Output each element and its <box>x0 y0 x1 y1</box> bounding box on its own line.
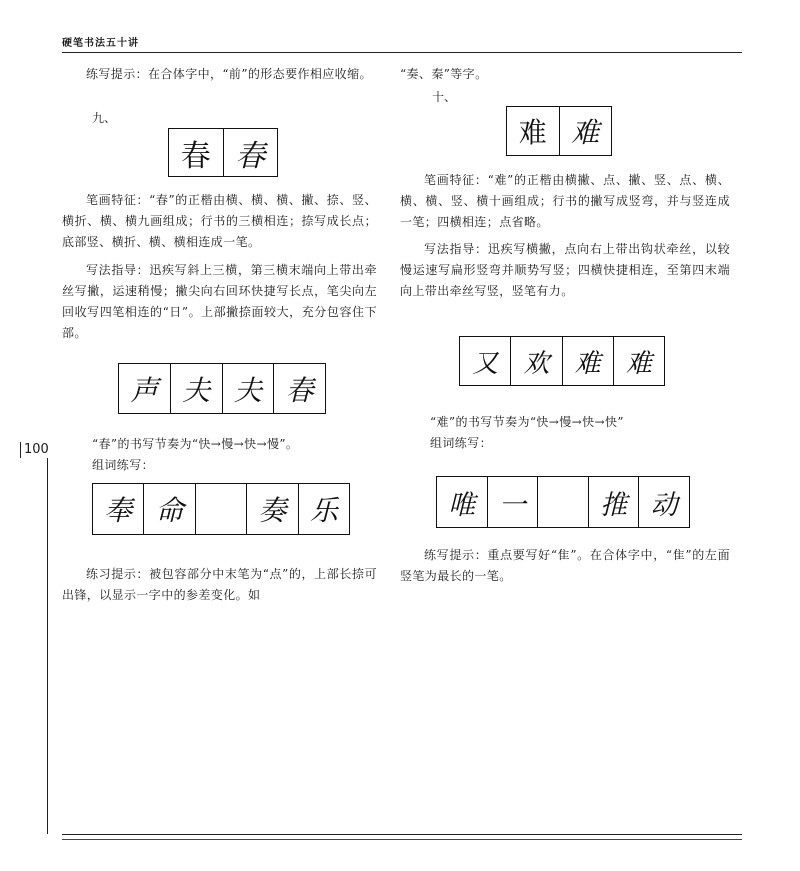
char-box: 命 <box>144 484 195 534</box>
char-box: 奏 <box>247 484 298 534</box>
header-rule <box>62 52 742 53</box>
left-writing-guide: 写法指导：迅疾写斜上三横，第三横末端向上带出牵丝写撇，运速稍慢；撇尖向右回环快捷写长点，笔尖向左回收写四笔相连的“日”。上部撇捺面较大，充分包容住下部。 <box>62 263 377 340</box>
char-box: 夫 <box>223 364 275 413</box>
char-box: 动 <box>650 489 678 521</box>
right-practice-tip: 练写提示：重点要写好“隹”。在合体字中，“隹”的左面竖笔为最长的一笔。 <box>400 548 730 583</box>
character-box-row-1 <box>168 128 278 177</box>
footer-rule <box>62 834 742 835</box>
character-box-row-r1 <box>506 106 612 156</box>
char-box: 乐 <box>309 494 338 527</box>
character-box-row-r3 <box>436 476 690 528</box>
char-box: 春 <box>235 138 266 174</box>
page-number: 100 <box>20 442 49 458</box>
char-box: 夫 <box>171 364 223 413</box>
char-box: 难 <box>507 107 560 155</box>
right-word-practice-label: 组词练写： <box>430 436 493 450</box>
character-box-row-2 <box>118 363 326 414</box>
character-box-row-r2 <box>459 336 665 386</box>
margin-rule <box>47 458 48 834</box>
left-stroke-features: 笔画特征：“春”的正楷由横、横、横、撇、捺、竖、横折、横、横九画组成；行书的三横相连；捺写成长点；底部竖、横折、横、横相连成一笔。 <box>62 193 377 249</box>
char-box: 欢 <box>511 337 562 385</box>
right-continuation: “奏、秦”等字。 <box>400 67 488 81</box>
section-9-heading: 九、 <box>92 111 117 125</box>
char-box: 一 <box>488 477 539 527</box>
char-box: 难 <box>625 348 652 379</box>
char-box-empty <box>196 484 247 534</box>
char-box-empty <box>538 477 589 527</box>
char-box: 春 <box>285 373 314 407</box>
running-header-title: 硬笔书法五十讲 <box>62 38 139 49</box>
char-box: 奉 <box>93 484 144 534</box>
character-box-row-3 <box>92 483 350 535</box>
left-rhythm: “春”的书写节奏为“快→慢→快→慢”。 <box>92 437 299 451</box>
char-box: 又 <box>460 337 511 385</box>
char-box: 难 <box>571 116 600 149</box>
char-box: 难 <box>563 337 614 385</box>
char-box: 唯 <box>437 477 488 527</box>
left-practice-tip: 练写提示：在合体字中，“前”的形态要作相应收缩。 <box>86 67 372 81</box>
right-rhythm: “难”的书写节奏为“快→慢→快→快” <box>430 415 624 429</box>
char-box: 春 <box>169 129 224 176</box>
footer-rule-thin <box>62 839 742 840</box>
left-practice-tip-2: 练习提示：被包容部分中末笔为“点”的，上部长捺可出锋，以显示一字中的参差变化。如 <box>62 567 377 602</box>
section-10-heading: 十、 <box>432 90 457 104</box>
left-word-practice-label: 组词练写： <box>92 458 155 472</box>
char-box: 声 <box>119 364 171 413</box>
right-writing-guide: 写法指导：迅疾写横撇，点向右上带出钩状牵丝，以较慢运速写扁形竖弯并顺势写竖；四横快捷相连，至第四末端向上带出牵丝写竖，竖笔有力。 <box>400 242 730 298</box>
char-box: 推 <box>589 477 640 527</box>
right-stroke-features: 笔画特征：“难”的正楷由横撇、点、撇、竖、点、横、横、横、竖、横十画组成；行书的撇写成竖弯，并与竖连成一笔；四横相连；点省略。 <box>400 173 730 229</box>
